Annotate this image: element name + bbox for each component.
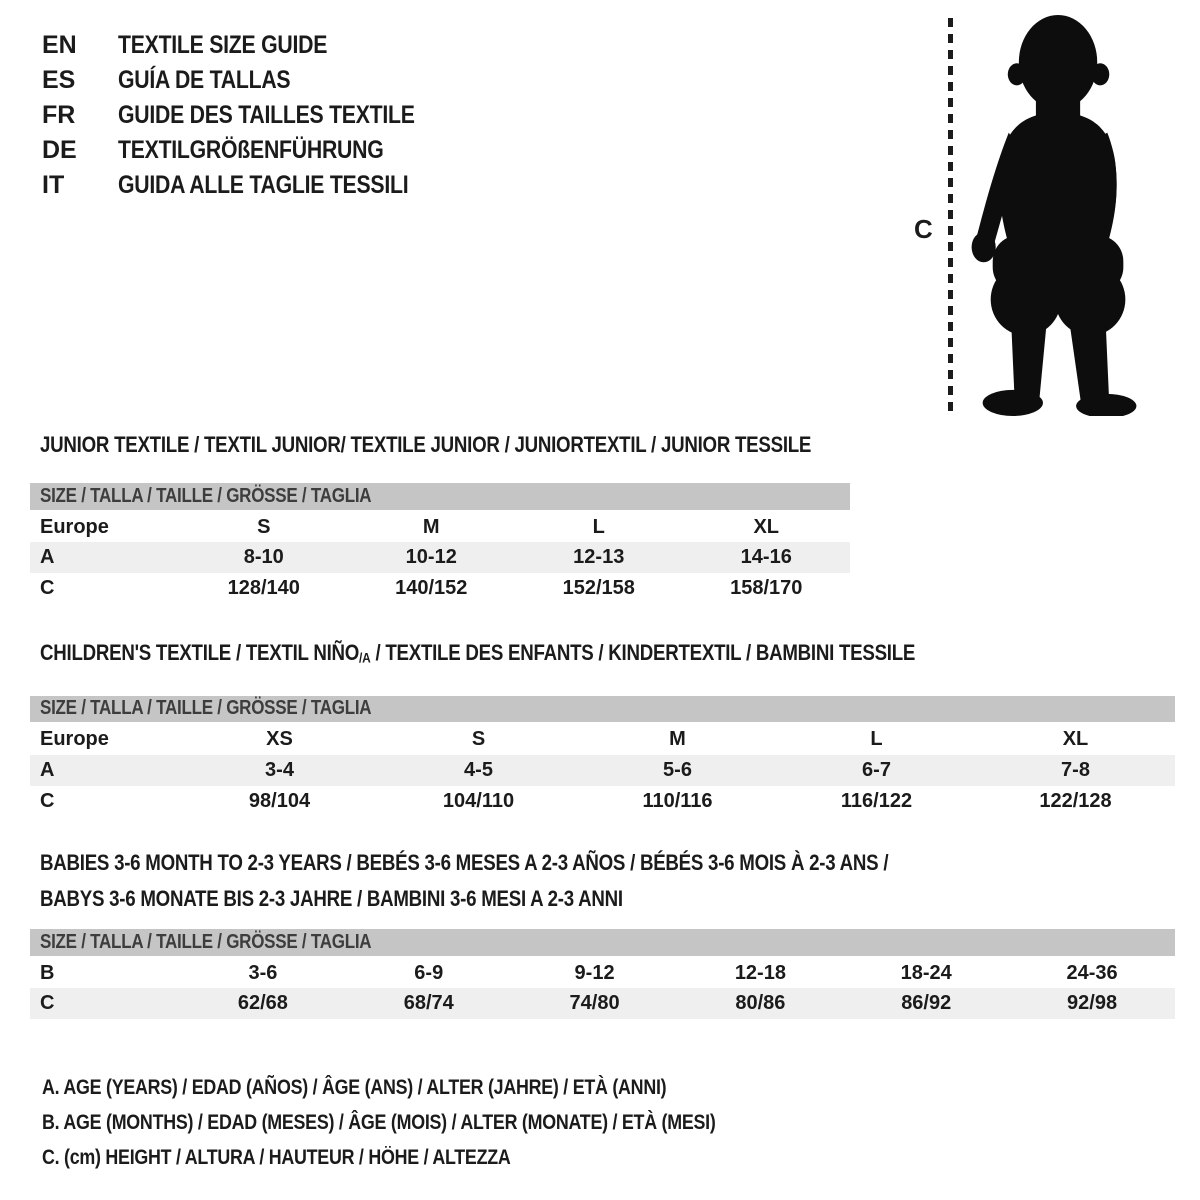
value-cell: 18-24 xyxy=(900,961,952,984)
row-label-cell: A xyxy=(30,542,180,573)
toddler-silhouette-image xyxy=(962,12,1144,416)
value-cell: L xyxy=(870,728,883,751)
value-cell: 6-7 xyxy=(777,755,976,786)
language-row-it xyxy=(42,168,467,203)
junior-heading-text: JUNIOR TEXTILE / TEXTIL JUNIOR/ TEXTILE JUNIOR / JUNIORTEXTIL / JUNIOR TESSILE xyxy=(40,432,812,457)
babies-heading-line1: BABIES 3-6 MONTH TO 2-3 YEARS / BEBÉS 3-6 MESES A 2-3 AÑOS / BÉBÉS 3-6 MOIS À 2-3 ANS / xyxy=(40,850,889,875)
row-label-cell: B xyxy=(40,961,55,984)
height-row xyxy=(30,988,1175,1019)
size-header-label: SIZE / TALLA / TAILLE / GRÖSSE / TAGLIA xyxy=(40,484,372,507)
size-header-cell xyxy=(30,483,850,511)
value-cell: 24-36 xyxy=(1066,961,1118,984)
value-cell: M xyxy=(669,728,686,751)
value-cell: 140/152 xyxy=(395,577,468,599)
babies-size-table xyxy=(30,929,1175,1019)
value-cell: 3-6 xyxy=(248,961,278,984)
europe-row xyxy=(30,724,1175,755)
row-label-cell: C xyxy=(30,988,180,1019)
value-cell: XL xyxy=(753,515,780,538)
language-row-en xyxy=(42,28,467,63)
guide-title-de: TEXTILGRÖßENFÜHRUNG xyxy=(118,136,384,164)
value-cell: 92/98 xyxy=(1009,988,1175,1019)
measure-legend xyxy=(42,1070,834,1175)
size-header-label: SIZE / TALLA / TAILLE / GRÖSSE / TAGLIA xyxy=(40,697,372,720)
language-row-fr xyxy=(42,98,467,133)
language-title-list xyxy=(42,28,467,203)
size-header-cell xyxy=(30,696,1175,724)
value-cell: 122/128 xyxy=(1039,789,1112,812)
children-size-table xyxy=(30,696,1175,817)
value-cell: 14-16 xyxy=(683,542,851,573)
guide-title-fr: GUIDE DES TAILLES TEXTILE xyxy=(118,101,415,129)
value-cell: XS xyxy=(266,728,293,751)
legend-line-b xyxy=(42,1105,834,1140)
children-heading-text xyxy=(40,641,915,670)
children-heading-pre: CHILDREN'S TEXTILE / TEXTIL NIÑO xyxy=(40,640,360,665)
language-code: DE xyxy=(42,136,77,164)
size-header-cell xyxy=(30,929,1175,957)
size-header-row xyxy=(30,483,850,511)
row-label-cell: Europe xyxy=(40,515,109,538)
guide-title-es: GUÍA DE TALLAS xyxy=(118,66,291,94)
value-cell: L xyxy=(592,515,605,538)
value-cell: 116/122 xyxy=(840,789,913,812)
value-cell: 74/80 xyxy=(512,988,678,1019)
value-cell: 6-9 xyxy=(414,961,444,984)
value-cell: 8-10 xyxy=(180,542,348,573)
size-header-row xyxy=(30,696,1175,724)
value-cell: 128/140 xyxy=(227,577,300,599)
value-cell: XL xyxy=(1062,728,1089,751)
legend-line-c xyxy=(42,1140,834,1175)
value-cell: 152/158 xyxy=(562,577,635,599)
row-label-cell: C xyxy=(40,789,55,812)
row-label-cell: A xyxy=(30,755,180,786)
age-years-row xyxy=(30,755,1175,786)
height-measure-label: C xyxy=(914,214,933,244)
babies-section-heading xyxy=(30,845,1175,917)
value-cell: S xyxy=(471,728,486,751)
legend-line-a xyxy=(42,1070,834,1105)
legend-c-text: C. (cm) HEIGHT / ALTURA / HAUTEUR / HÖHE / ALTEZZA xyxy=(42,1145,511,1169)
children-heading-sub: /A xyxy=(359,649,371,666)
children-heading-post: / TEXTILE DES ENFANTS / KINDERTEXTIL / BAMBINI TESSILE xyxy=(370,640,916,665)
junior-textile-section xyxy=(30,433,850,604)
value-cell: 158/170 xyxy=(730,577,803,599)
value-cell: 68/74 xyxy=(346,988,512,1019)
value-cell: M xyxy=(422,515,440,538)
size-header-label: SIZE / TALLA / TAILLE / GRÖSSE / TAGLIA xyxy=(40,930,372,953)
value-cell: 3-4 xyxy=(180,755,379,786)
europe-row xyxy=(30,511,850,542)
value-cell: 104/110 xyxy=(442,789,515,812)
language-code: EN xyxy=(42,31,77,59)
value-cell: 12-13 xyxy=(515,542,683,573)
babies-heading-line2: BABYS 3-6 MONATE BIS 2-3 JAHRE / BAMBINI 3-6 MESI A 2-3 ANNI xyxy=(40,886,623,911)
value-cell: 10-12 xyxy=(348,542,516,573)
children-textile-section xyxy=(30,641,1175,817)
language-code: FR xyxy=(42,101,76,129)
value-cell: 12-18 xyxy=(734,961,786,984)
height-row xyxy=(30,573,850,604)
junior-section-heading xyxy=(30,433,850,457)
value-cell: 9-12 xyxy=(574,961,615,984)
age-years-row xyxy=(30,542,850,573)
guide-title-en: TEXTILE SIZE GUIDE xyxy=(118,31,328,59)
legend-b-text: B. AGE (MONTHS) / EDAD (MESES) / ÂGE (MOIS) / ALTER (MONATE) / ETÀ (MESI) xyxy=(42,1110,716,1134)
value-cell: 5-6 xyxy=(578,755,777,786)
value-cell: 98/104 xyxy=(248,789,311,812)
value-cell: 80/86 xyxy=(677,988,843,1019)
value-cell: 110/116 xyxy=(642,789,713,812)
value-cell: S xyxy=(257,515,271,538)
language-code: ES xyxy=(42,66,76,94)
height-row xyxy=(30,786,1175,817)
row-label-cell: Europe xyxy=(40,728,109,751)
age-months-row xyxy=(30,957,1175,988)
babies-textile-section xyxy=(30,845,1175,1019)
language-row-de xyxy=(42,133,467,168)
language-code: IT xyxy=(42,171,65,199)
language-row-es xyxy=(42,63,467,98)
value-cell: 4-5 xyxy=(379,755,578,786)
guide-title-it: GUIDA ALLE TAGLIE TESSILI xyxy=(118,171,409,199)
value-cell: 62/68 xyxy=(180,988,346,1019)
junior-size-table xyxy=(30,483,850,604)
height-measure-dashed-line xyxy=(948,18,953,415)
legend-a-text: A. AGE (YEARS) / EDAD (AÑOS) / ÂGE (ANS) / ALTER (JAHRE) / ETÀ (ANNI) xyxy=(42,1075,667,1099)
value-cell: 7-8 xyxy=(976,755,1175,786)
size-header-row xyxy=(30,929,1175,957)
value-cell: 86/92 xyxy=(843,988,1009,1019)
row-label-cell: C xyxy=(40,577,55,599)
children-section-heading xyxy=(30,641,1175,670)
